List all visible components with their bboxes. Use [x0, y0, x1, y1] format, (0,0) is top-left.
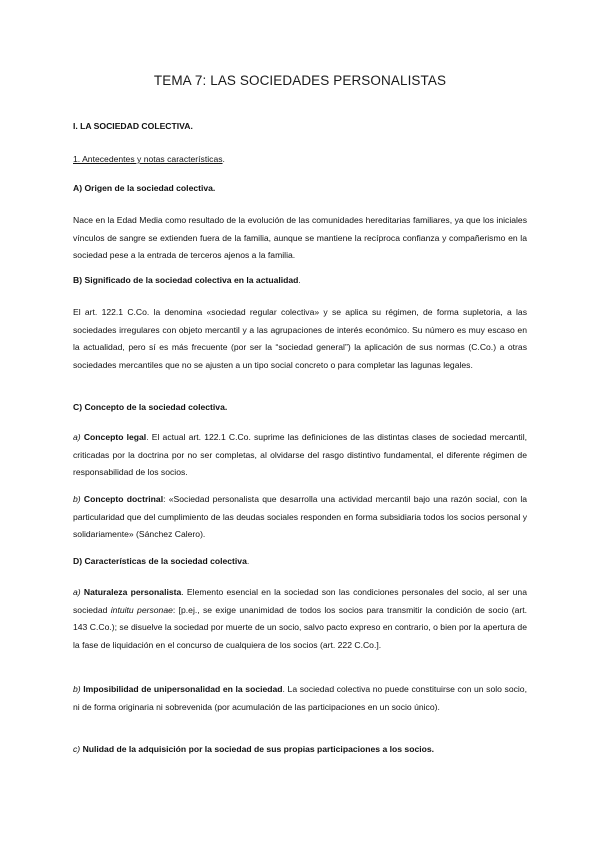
- item-letter-b: b): [73, 684, 81, 694]
- page-title: TEMA 7: LAS SOCIEDADES PERSONALISTAS: [153, 73, 447, 88]
- item-letter-c: c): [73, 744, 81, 754]
- heading-origen: A) Origen de la sociedad colectiva.: [73, 183, 216, 193]
- item-letter-b: b): [73, 494, 81, 504]
- concepto-legal-text: . El actual art. 122.1 C.Co. suprime las definiciones de las distintas clases de sociedad mercantil, criticadas por la doctrina por no ser completas, al olvidarse del rasgo distintivo fundamental, el diferente régimen de responsabilidad de los socios.: [73, 432, 527, 478]
- paragraph-unipersonalidad: [73, 681, 527, 716]
- heading-concepto: C) Concepto de la sociedad colectiva.: [73, 402, 228, 412]
- subsection-heading-trail: .: [222, 154, 225, 164]
- paragraph-origen: Nace en la Edad Media como resultado de la evolución de las comunidades hereditarias familiares, ya que los iniciales vínculos de sangre se extienden fuera de la familia, aunque se mantiene la recíproca confianza y compañerismo en la sociedad pese a la entrada de terceros ajenos a la familia.: [73, 215, 527, 261]
- concepto-doctrinal-text: : «Sociedad personalista que desarrolla una actividad mercantil bajo una razón social, con la particularidad que del cumplimiento de las deudas sociales responden en forma subsidiaria todos los socios personal y solidariamente» (Sánchez Calero).: [73, 494, 528, 540]
- subsection-heading-label: 1. Antecedentes y notas características: [73, 154, 223, 164]
- item-letter-a: a): [73, 432, 81, 442]
- subsection-heading: [73, 151, 527, 169]
- section-heading-sociedad-colectiva: I. LA SOCIEDAD COLECTIVA.: [73, 121, 193, 131]
- heading-caracteristicas-label: D) Características de la sociedad colectiva: [73, 556, 247, 566]
- naturaleza-personalista-text: . Elemento esencial en la sociedad son las condiciones personales del socio, al ser una sociedad: [73, 587, 527, 615]
- heading-caracteristicas: [73, 553, 527, 571]
- heading-caracteristicas-trail: .: [246, 556, 250, 566]
- heading-significado-trail: .: [298, 275, 301, 285]
- paragraph-concepto-legal: [73, 429, 527, 482]
- nulidad-adquisicion-label: Nulidad de la adquisición por la sociedad de sus propias participaciones a los socios.: [82, 744, 435, 754]
- naturaleza-personalista-label: Naturaleza personalista: [83, 587, 182, 597]
- concepto-legal-label: Concepto legal: [83, 432, 147, 442]
- paragraph-naturaleza-personalista: [73, 584, 527, 654]
- naturaleza-personalista-text-cont: : [p.ej., se exige unanimidad de todos los socios para transmitir la condición de socio (art. 143 C.Co.); se disuelve la sociedad por muerte de un socio, salvo pacto expreso en contrario, o bien por la apertura de la fase de liquidación en el concurso de cualquiera de los socios (art. 222 C.Co.].: [73, 604, 527, 650]
- paragraph-concepto-doctrinal: [73, 491, 527, 544]
- paragraph-nulidad-adquisicion: [73, 741, 527, 759]
- unipersonalidad-label: Imposibilidad de unipersonalidad en la sociedad: [83, 684, 283, 694]
- intuitu-personae-term: intuitu personae: [110, 604, 173, 615]
- concepto-doctrinal-label: Concepto doctrinal: [83, 494, 164, 504]
- heading-significado-label: B) Significado de la sociedad colectiva en la actualidad: [73, 275, 299, 285]
- heading-significado: [73, 272, 527, 290]
- item-letter-a: a): [73, 587, 81, 597]
- unipersonalidad-text: . La sociedad colectiva no puede constituirse con un solo socio, ni de forma originaria ni sobrevenida (por acumulación de las participaciones en un socio único).: [73, 684, 527, 712]
- paragraph-significado: El art. 122.1 C.Co. la denomina «sociedad regular colectiva» y se aplica su régimen, de forma supletoria, a las sociedades irregulares con objeto mercantil y a las agrupaciones de interés económico. Su número es muy escaso en la actualidad, pero sí es más frecuente (por ser la “sociedad general”) la aplicación de sus normas (C.Co.) a otras sociedades mercantiles que no se ajusten a un tipo social concreto o para completar las lagunas legales.: [73, 307, 527, 370]
